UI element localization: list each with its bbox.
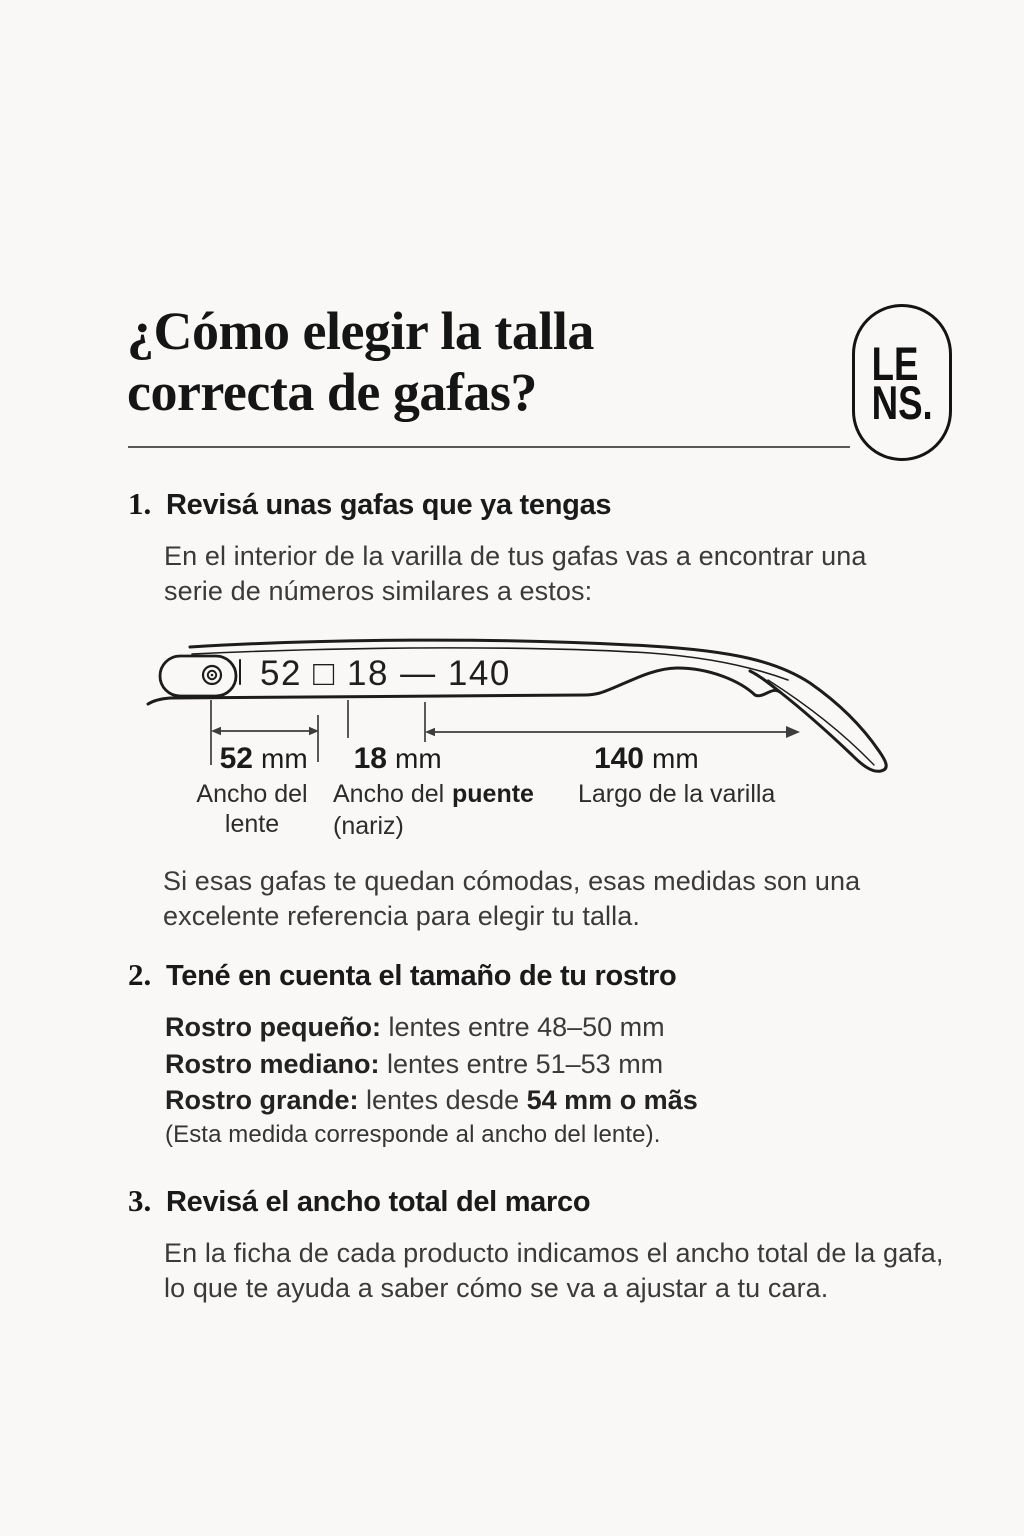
page-title-line1: ¿Cómo elegir la talla [127,301,594,361]
section1-conclusion [163,864,860,934]
section3-body-line2: lo que te ayuda a saber cómo se va a ajustar a tu cara. [164,1273,829,1303]
size-spec-text: 52 □ 18 — 140 [260,654,511,693]
section1-conclusion-line2: excelente referencia para elegir tu talla. [163,901,640,931]
section1-number: 1. [128,486,152,521]
list-item-medium-face-text: lentes entre 51–53 mm [379,1048,664,1079]
temple-arm-hook-inner [750,671,780,692]
face-size-list [165,1009,698,1119]
section2-heading [128,957,676,993]
brand-logo [852,304,952,461]
list-item-large-face [165,1082,698,1119]
list-item-medium-face [165,1046,698,1083]
temple-arm-outline [148,640,886,771]
section3-number: 3. [128,1183,152,1218]
temple-length-value: 140 [593,742,644,775]
list-item-small-face-label: Rostro pequeño: [165,1012,381,1042]
glasses-temple-diagram [140,618,920,868]
bridge-label-bold: puente [452,780,534,808]
brand-logo-line1: LE [871,336,919,390]
section3-body [164,1236,944,1306]
hinge-cap [160,656,236,696]
page-title [127,301,594,423]
temple-label: Largo de la varilla [578,780,776,808]
lens-width-note: (Esta medida corresponde al ancho del lente). [165,1121,661,1148]
bridge-label-line2: (nariz) [333,812,404,840]
dim-line-temple [425,726,800,738]
list-item-large-face-text: lentes desde [358,1085,527,1115]
page-title-line2: correcta de gafas? [127,362,537,422]
lens-width-unit: mm [261,743,308,774]
section2-title: Tené en cuenta el tamaño de tu rostro [166,960,677,992]
brand-logo-line2: NS. [871,375,933,429]
dim-line-lens [211,727,319,736]
bridge-width-value: 18 [353,742,387,775]
section1-conclusion-line1: Si esas gafas te quedan cómodas, esas medidas son una [163,866,861,896]
brand-logo-text [871,336,933,429]
list-item-medium-face-label: Rostro mediano: [165,1048,380,1079]
temple-length-unit: mm [652,743,699,774]
list-item-large-face-label: Rostro grande: [165,1085,359,1115]
list-item-small-face [165,1009,698,1046]
section1-body-line1: En el interior de la varilla de tus gafas vas a encontrar una [164,541,867,571]
list-item-large-face-value: 54 mm o mãs [526,1085,698,1115]
section3-heading [128,1183,590,1219]
bridge-width-unit: mm [395,743,442,774]
section1-body-line2: serie de números similares a estos: [164,576,593,606]
list-item-small-face-text: lentes entre 48–50 mm [381,1012,665,1042]
section1-body [164,539,867,609]
lens-label-line1: Ancho del [196,780,308,808]
section2-number: 2. [128,957,152,992]
section1-title: Revisá unas gafas que ya tengas [166,489,612,521]
section3-body-line1: En la ficha de cada producto indicamos el ancho total de la gafa, [164,1238,944,1268]
lens-width-value: 52 [219,742,253,775]
header-divider [128,446,850,448]
section3-title: Revisá el ancho total del marco [166,1186,591,1218]
lens-label-line2: lente [224,810,280,838]
screw-icon [203,666,221,684]
section1-heading [128,486,611,522]
bridge-label-normal: Ancho del [333,780,445,808]
